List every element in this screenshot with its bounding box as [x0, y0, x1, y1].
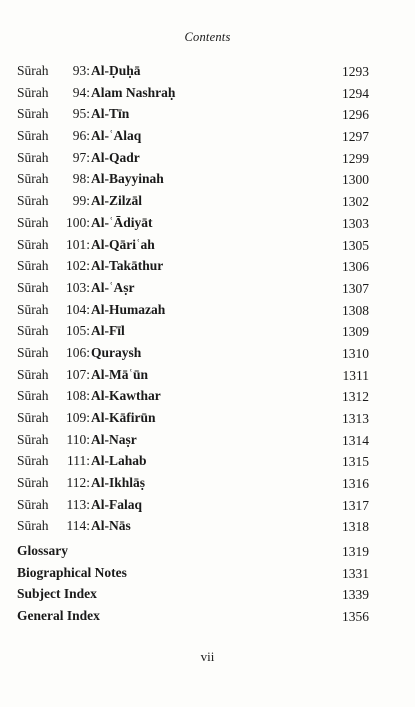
surah-label: Sūrah: [17, 431, 49, 447]
surah-label: Sūrah: [17, 496, 49, 512]
surah-name: Al-Nās: [91, 518, 131, 534]
surah-number: 97:: [72, 149, 90, 165]
surah-number: 113:: [66, 496, 90, 512]
surah-number: 107:: [65, 366, 90, 382]
surah-name: Al-Māʿūn: [91, 366, 148, 382]
surah-number: 102:: [65, 258, 90, 274]
surah-number: 112:: [66, 475, 90, 491]
toc-entry[interactable]: [0, 320, 415, 342]
toc-entry-general-index[interactable]: [0, 605, 415, 627]
toc-entry[interactable]: [0, 212, 415, 234]
surah-label: Sūrah: [17, 171, 49, 187]
surah-number: 103:: [65, 279, 90, 295]
surah-number: 101:: [65, 236, 90, 252]
surah-label: Sūrah: [17, 214, 49, 230]
page-number: 1319: [342, 544, 369, 559]
toc-entry[interactable]: [0, 103, 415, 125]
surah-name: Al-Falaq: [91, 496, 143, 512]
surah-name: Al-Humazah: [91, 301, 166, 317]
section-name: General Index: [17, 608, 100, 624]
toc-entry[interactable]: [0, 515, 415, 537]
toc-entry[interactable]: [0, 364, 415, 386]
page-number: 1312: [342, 389, 369, 405]
folio-page-number: vii: [200, 649, 215, 664]
surah-number: 110:: [66, 431, 90, 447]
surah-label: Sūrah: [17, 84, 49, 100]
surah-label: Sūrah: [17, 279, 49, 295]
surah-number: 98:: [72, 171, 90, 187]
surah-label: Sūrah: [17, 236, 49, 252]
toc-entry[interactable]: [0, 342, 415, 364]
surah-label: Sūrah: [17, 475, 49, 491]
surah-number: 109:: [65, 410, 90, 425]
surah-name: Al-Kawthar: [91, 388, 161, 404]
toc-entry-glossary[interactable]: [0, 540, 415, 562]
toc-entry[interactable]: [0, 277, 415, 299]
page-number: 1314: [342, 432, 369, 448]
surah-name: Quraysh: [91, 344, 142, 360]
surah-number: 108:: [65, 388, 90, 404]
surah-name: Alam Nashraḥ: [91, 84, 176, 100]
surah-number: 100:: [65, 214, 90, 230]
surah-name: Al-Kāfirūn: [91, 410, 156, 425]
toc-entry[interactable]: [0, 168, 415, 190]
surah-name: Al-Naṣr: [91, 431, 137, 447]
surah-name: Al-Qāriʿah: [91, 236, 155, 252]
surah-label: Sūrah: [17, 149, 49, 165]
page-number: 1316: [342, 476, 369, 492]
page-number: 1305: [342, 237, 369, 253]
toc-entry[interactable]: [0, 472, 415, 494]
toc-entry[interactable]: [0, 255, 415, 277]
surah-label: Sūrah: [17, 388, 49, 404]
page-number: 1302: [342, 194, 369, 210]
surah-label: Sūrah: [17, 323, 49, 339]
surah-label: Sūrah: [17, 453, 49, 469]
surah-label: Sūrah: [17, 410, 49, 425]
surah-number: 105:: [65, 323, 90, 339]
section-name: Subject Index: [17, 586, 97, 602]
page-number: 1339: [342, 587, 369, 603]
page-number: 1309: [342, 324, 369, 340]
surah-name: Al-Qadr: [91, 149, 140, 165]
surah-name: Al-Fīl: [91, 323, 125, 339]
page-number: 1294: [342, 85, 369, 101]
surah-number: 95:: [72, 106, 90, 122]
surah-number: 114:: [66, 518, 90, 534]
page-number: 1307: [342, 280, 369, 296]
surah-label: Sūrah: [17, 518, 49, 534]
page-number: 1303: [342, 215, 369, 231]
page-number: 1313: [342, 411, 369, 426]
toc-entry[interactable]: [0, 385, 415, 407]
page-number: 1310: [342, 345, 369, 361]
toc-entry[interactable]: [0, 190, 415, 212]
surah-name: Al-ʿAlaq: [91, 128, 142, 144]
page-number: 1356: [342, 609, 369, 625]
surah-name: Al-Bayyinah: [91, 171, 164, 187]
toc-list: [0, 60, 415, 537]
toc-entry[interactable]: [0, 450, 415, 472]
surah-label: Sūrah: [17, 366, 49, 382]
page-number: 1299: [342, 150, 369, 166]
toc-entry[interactable]: [0, 82, 415, 104]
page-number: 1306: [342, 259, 369, 275]
surah-number: 106:: [65, 344, 90, 360]
toc-entry-biographical-notes[interactable]: [0, 562, 415, 584]
toc-entry[interactable]: [0, 125, 415, 147]
page-number: 1293: [342, 64, 369, 79]
surah-number: 99:: [72, 193, 90, 209]
surah-label: Sūrah: [17, 301, 49, 317]
surah-label: Sūrah: [17, 344, 49, 360]
surah-number: 93:: [72, 63, 90, 78]
page-header: Contents: [184, 30, 231, 44]
page-number: 1296: [342, 107, 369, 123]
page-number: 1331: [342, 565, 369, 581]
surah-name: Al-Lahab: [91, 453, 147, 469]
toc-entry-subject-index[interactable]: [0, 583, 415, 605]
back-matter-list: [0, 540, 415, 627]
toc-entry[interactable]: [0, 60, 415, 82]
surah-label: Sūrah: [17, 258, 49, 274]
section-name: Glossary: [17, 543, 69, 558]
surah-name: Al-Ḍuḥā: [91, 63, 141, 78]
page-number: 1318: [342, 519, 369, 535]
surah-number: 94:: [72, 84, 90, 100]
toc-entry[interactable]: [0, 429, 415, 451]
surah-label: Sūrah: [17, 63, 49, 78]
toc-entry[interactable]: [0, 407, 415, 429]
page-number: 1311: [342, 367, 369, 383]
toc-entry[interactable]: [0, 147, 415, 169]
surah-name: Al-Zilzāl: [91, 193, 142, 209]
surah-name: Al-ʿĀdiyāt: [91, 214, 153, 230]
surah-number: 111:: [67, 453, 90, 469]
surah-name: Al-Tīn: [91, 106, 130, 122]
surah-label: Sūrah: [17, 128, 49, 144]
surah-label: Sūrah: [17, 193, 49, 209]
toc-entry[interactable]: [0, 234, 415, 256]
page-number: 1308: [342, 302, 369, 318]
toc-entry[interactable]: [0, 494, 415, 516]
toc-entry[interactable]: [0, 299, 415, 321]
surah-name: Al-Takāthur: [91, 258, 164, 274]
surah-name: Al-Ikhlāṣ: [91, 475, 146, 491]
page-number: 1317: [342, 497, 369, 513]
surah-number: 104:: [65, 301, 90, 317]
page-number: 1315: [342, 454, 369, 470]
page-number: 1297: [342, 129, 369, 145]
surah-number: 96:: [72, 128, 90, 144]
section-name: Biographical Notes: [17, 564, 127, 580]
surah-label: Sūrah: [17, 106, 49, 122]
page-number: 1300: [342, 172, 369, 188]
surah-name: Al-ʿAṣr: [91, 279, 135, 295]
